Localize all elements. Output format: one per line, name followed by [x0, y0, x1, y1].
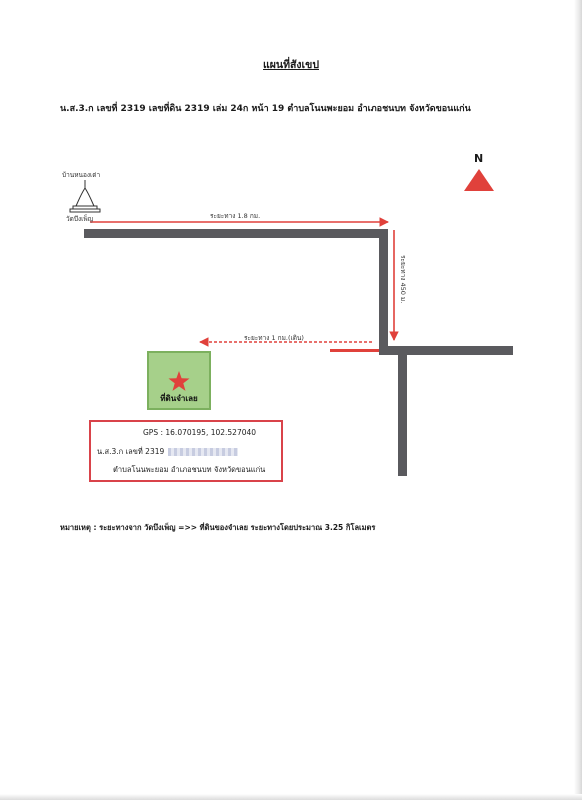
road-vertical-east: [379, 229, 388, 355]
temple-label: วัดบึงเพ็ญ: [66, 215, 94, 223]
distance-east-label: ระยะทาง 1.8 กม.: [210, 212, 261, 220]
road-horizontal-north: [84, 229, 388, 238]
village-label: บ้านหนองเต่า: [62, 171, 101, 179]
deed-number: น.ส.3.ก เลขที่ 2319: [97, 447, 165, 456]
document-title: แผนที่สังเขป: [263, 59, 319, 71]
road-vertical-south: [398, 346, 407, 476]
info-box: [89, 420, 283, 482]
document-subtitle: น.ส.3.ก เลขที่ 2319 เลขที่ดิน 2319 เล่ม 24ก หน้า 19 ตำบลโนนพะยอม อำเภอชนบท จังหวัดขอนแก่น: [60, 104, 471, 114]
gps-coordinates: GPS : 16.070195, 102.527040: [143, 428, 257, 437]
deed-line: [97, 446, 238, 458]
stupa-icon: [70, 180, 100, 212]
distance-west-label: ระยะทาง 1 กม.(เดิน): [244, 334, 304, 342]
plot-label: ที่ดินจำเลย: [160, 394, 198, 403]
handwritten-smudge: [168, 448, 238, 456]
remark-note: หมายเหตุ : ระยะทางจาก วัดบึงเพ็ญ =>> ที่ดินของจำเลย ระยะทางโดยประมาณ 3.25 กิโลเมตร: [60, 523, 376, 532]
road-stub-west: [330, 349, 379, 352]
location-line: ตำบลโนนพะยอม อำเภอชนบท จังหวัดขอนแก่น: [113, 465, 266, 474]
distance-south-label: ระยะทาง 450 ม.: [399, 255, 407, 304]
north-arrow-icon: [464, 169, 494, 191]
north-label: N: [474, 152, 484, 165]
